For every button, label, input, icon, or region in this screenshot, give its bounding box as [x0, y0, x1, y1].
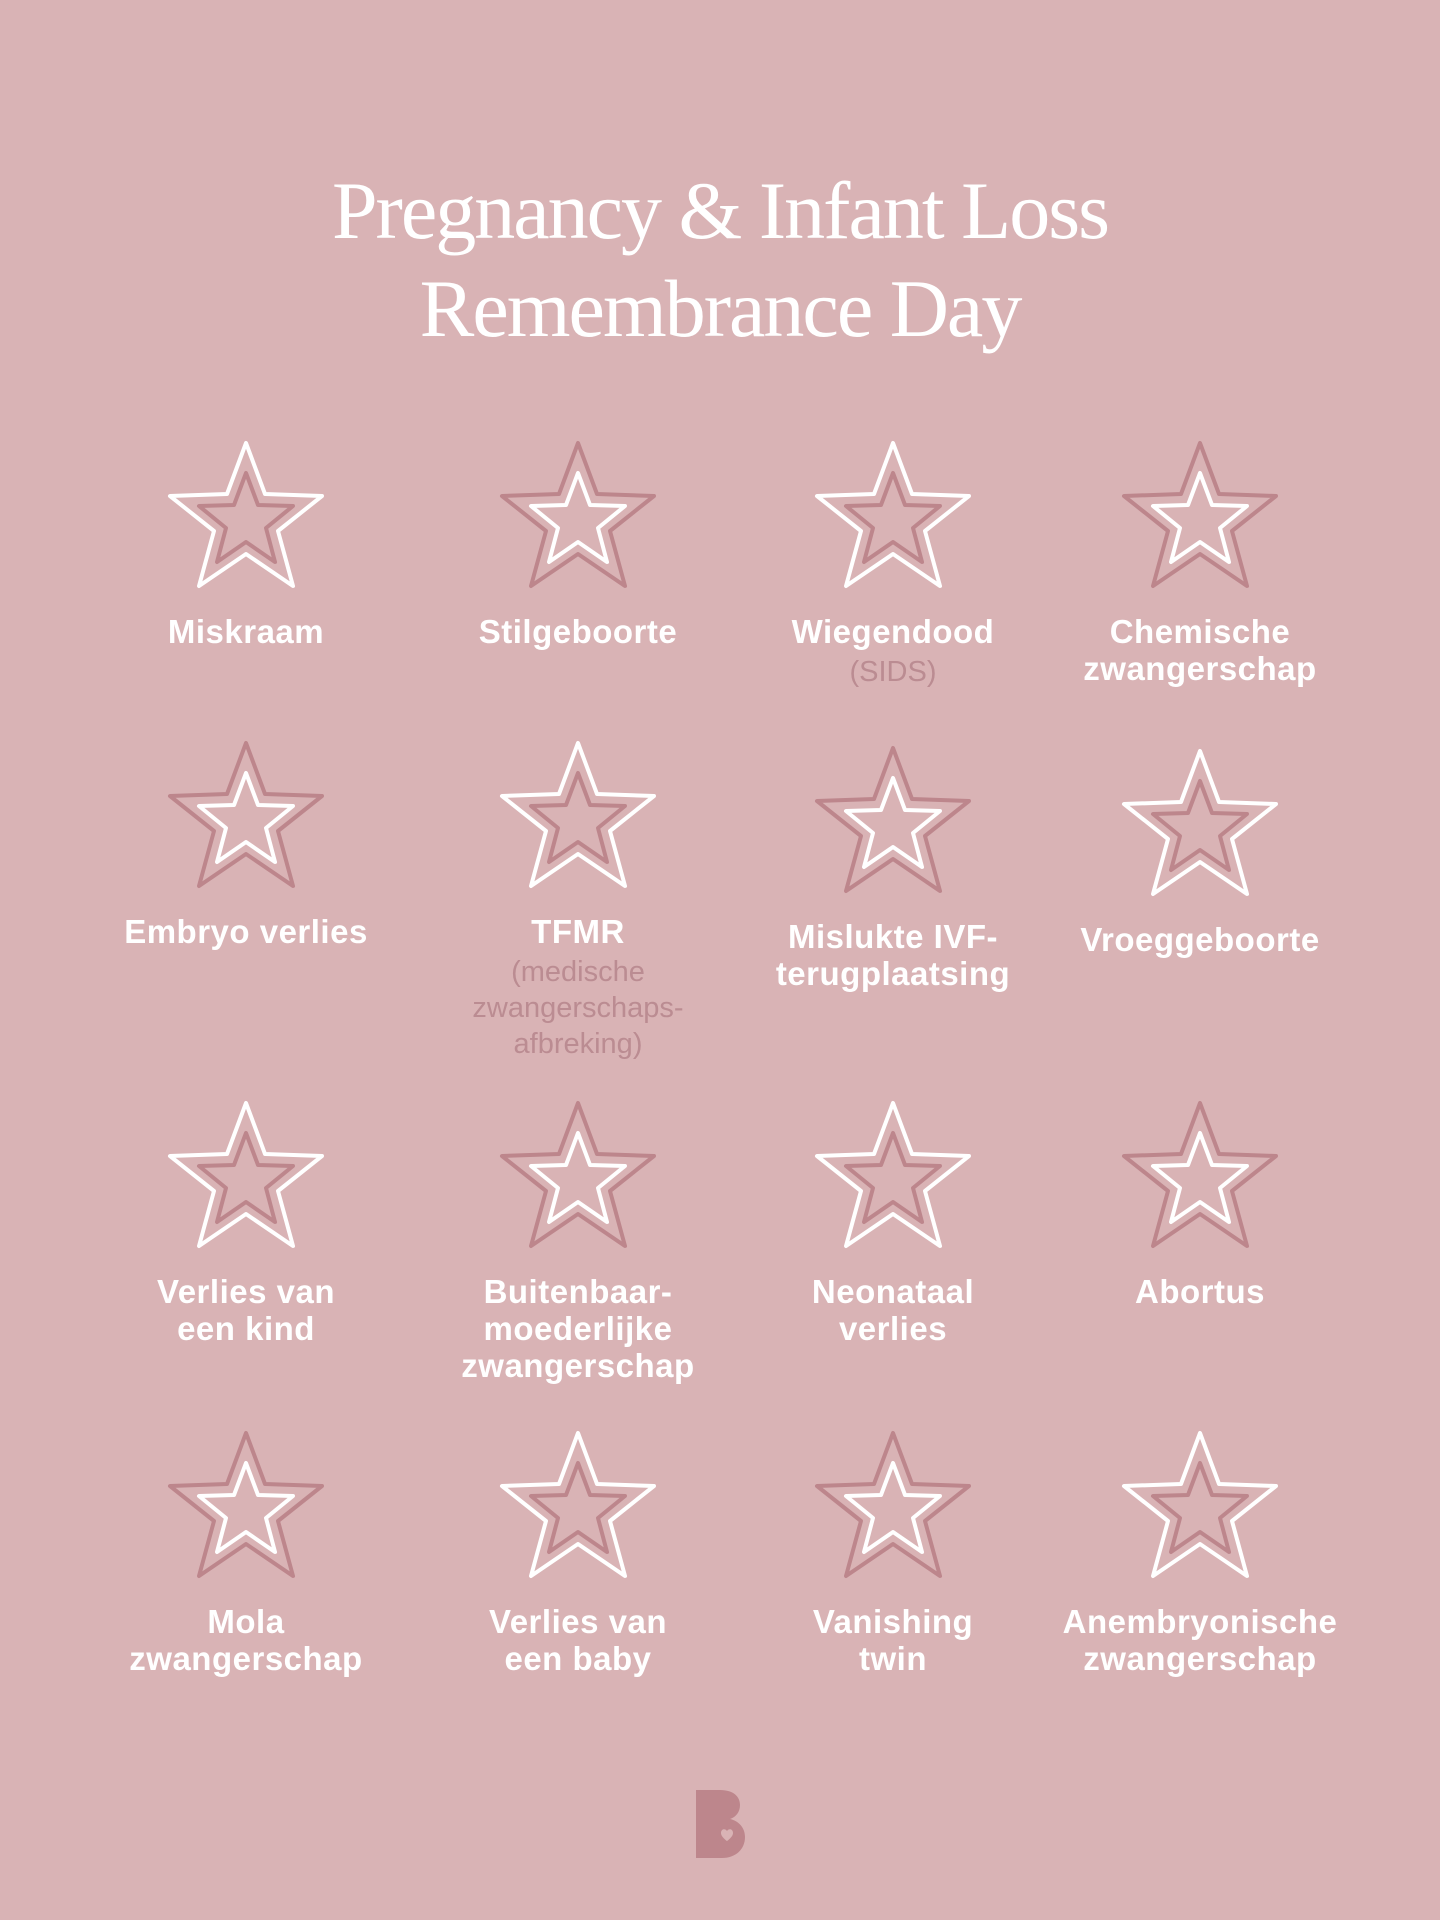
loss-type-label [428, 1273, 728, 1384]
label-line: Chemische [1109, 613, 1291, 650]
star-icon [1115, 1098, 1285, 1263]
star-icon [493, 1428, 663, 1593]
star-icon [161, 1428, 331, 1593]
label-line: Neonataal [811, 1273, 975, 1310]
label-line: Verlies van [157, 1273, 335, 1310]
page-title [0, 162, 1440, 358]
label-line: twin [859, 1640, 927, 1677]
loss-type-label [1050, 613, 1350, 687]
loss-type-item [1050, 746, 1350, 958]
loss-type-label [96, 1273, 396, 1347]
loss-type-item [428, 738, 728, 1062]
loss-type-label [96, 1603, 396, 1677]
label-line: Vanishing [812, 1603, 974, 1640]
loss-type-item [96, 738, 396, 950]
label-line: Wiegendood [791, 613, 995, 650]
star-icon [1115, 438, 1285, 603]
star-icon [161, 438, 331, 603]
star-icon [161, 1098, 331, 1263]
label-line: Miskraam [167, 613, 325, 650]
loss-type-label [743, 613, 1043, 650]
loss-type-item [743, 1098, 1043, 1347]
label-line: moederlijke [483, 1310, 673, 1347]
label-line: terugplaatsing [775, 955, 1011, 992]
loss-type-label [96, 613, 396, 650]
star-icon [808, 438, 978, 603]
label-line: Abortus [1135, 1273, 1265, 1310]
loss-type-item [96, 438, 396, 650]
loss-type-label [96, 913, 396, 950]
loss-type-item [743, 438, 1043, 690]
label-line: zwangerschap [461, 1347, 695, 1384]
subtitle-line: afbreking) [513, 1028, 643, 1060]
loss-type-label [428, 913, 728, 950]
loss-type-item [743, 1428, 1043, 1677]
star-icon [808, 743, 978, 908]
label-line: Buitenbaar- [483, 1273, 673, 1310]
loss-type-label [428, 613, 728, 650]
label-line: Stilgeboorte [478, 613, 678, 650]
star-icon [161, 738, 331, 903]
loss-type-item [428, 438, 728, 650]
brand-logo-icon [690, 1786, 750, 1862]
star-icon [493, 438, 663, 603]
loss-type-item [428, 1428, 728, 1677]
subtitle-line: (medische [511, 956, 645, 988]
loss-type-item [428, 1098, 728, 1384]
loss-type-item [96, 1098, 396, 1347]
label-line: Vroeggeboorte [1080, 921, 1320, 958]
label-line: Embryo verlies [124, 913, 368, 950]
label-line: zwangerschap [1083, 1640, 1317, 1677]
star-icon [808, 1098, 978, 1263]
loss-type-label [743, 1273, 1043, 1347]
title-line-1: Pregnancy & Infant Loss [331, 165, 1109, 256]
label-line: Verlies van [489, 1603, 667, 1640]
label-line: verlies [838, 1310, 948, 1347]
label-line: een baby [504, 1640, 652, 1677]
label-line: Mola [207, 1603, 285, 1640]
loss-type-subtitle [743, 654, 1043, 690]
loss-type-item [96, 1428, 396, 1677]
star-icon [1115, 1428, 1285, 1593]
loss-type-item [1050, 1428, 1350, 1677]
label-line: zwangerschap [129, 1640, 363, 1677]
star-icon [493, 738, 663, 903]
star-icon [1115, 746, 1285, 911]
star-icon [808, 1428, 978, 1593]
loss-type-label [428, 1603, 728, 1677]
subtitle-line: (SIDS) [849, 656, 937, 688]
star-icon [493, 1098, 663, 1263]
loss-type-label [1050, 1273, 1350, 1310]
loss-type-item [743, 743, 1043, 992]
label-line: Anembryonische [1062, 1603, 1338, 1640]
loss-type-label [743, 1603, 1043, 1677]
loss-type-item [1050, 1098, 1350, 1310]
loss-type-subtitle [428, 954, 728, 1062]
label-line: zwangerschap [1083, 650, 1317, 687]
loss-type-label [1050, 1603, 1350, 1677]
loss-type-item [1050, 438, 1350, 687]
title-line-2: Remembrance Day [419, 263, 1021, 354]
loss-type-label [743, 918, 1043, 992]
subtitle-line: zwangerschaps- [472, 992, 684, 1024]
label-line: TFMR [531, 913, 625, 950]
loss-type-label [1050, 921, 1350, 958]
label-line: een kind [177, 1310, 315, 1347]
label-line: Mislukte IVF- [787, 918, 999, 955]
